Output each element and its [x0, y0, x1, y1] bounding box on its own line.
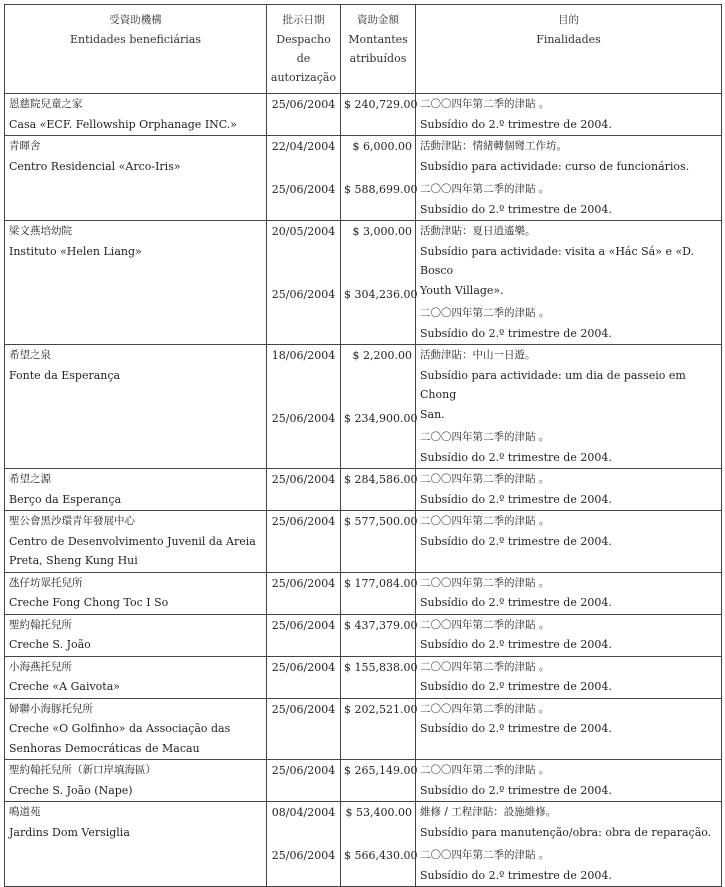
- purpose-cell: [416, 802, 722, 887]
- date-cell: [267, 511, 341, 573]
- entity-name: Centro de Desenvolvimento Juvenil da Areia: [9, 534, 256, 548]
- purpose-text: Subsídio para actividade: curso de funcionários.: [420, 159, 690, 173]
- purpose-cell: [416, 572, 722, 614]
- entity-cell: [5, 221, 267, 345]
- header-line: Finalidades: [536, 33, 601, 46]
- header-row: [5, 5, 722, 94]
- entity-cell: [5, 469, 267, 511]
- purpose-cell: [416, 136, 722, 221]
- purpose-text: Subsídio do 2.º trimestre de 2004.: [420, 722, 612, 735]
- date-cell: [267, 656, 341, 698]
- table-row: [5, 221, 722, 345]
- purpose-text: 活動津貼：中山一日遊。: [420, 349, 536, 361]
- entity-name: Berço da Esperança: [9, 492, 122, 506]
- date-cell: [267, 614, 341, 656]
- purpose-text: 二〇〇四年第二季的津貼 。: [420, 660, 550, 673]
- amount-cell: [341, 511, 416, 573]
- purpose-text: 二〇〇四年第二季的津貼 。: [420, 618, 550, 631]
- amount-cell: [341, 698, 416, 760]
- table-row: [5, 698, 722, 760]
- authorization-date: 25/06/2004: [271, 702, 336, 716]
- entity-name: 恩慈院兒童之家: [9, 98, 83, 110]
- entity-cell: [5, 698, 267, 760]
- header-entities: [5, 5, 267, 94]
- header-line: Entidades beneficiárias: [69, 33, 202, 46]
- purpose-cell: [416, 469, 722, 511]
- purpose-text: 維修 / 工程津貼：設施維修。: [420, 806, 557, 818]
- entity-name: Creche Fong Chong Toc I So: [9, 596, 169, 609]
- table-row: [5, 572, 722, 614]
- amount-value: $ 2,200.00: [352, 349, 412, 362]
- table-row: [5, 469, 722, 511]
- amount-value: $ 240,729.00: [344, 98, 418, 111]
- table-row: [5, 802, 722, 887]
- entity-cell: [5, 511, 267, 573]
- authorization-date: 22/04/2004: [271, 140, 336, 153]
- purpose-text: 二〇〇四年第二季的津貼 。: [420, 98, 550, 110]
- header-line: 資助金額: [357, 14, 399, 26]
- amount-value: $ 202,521.00: [344, 702, 418, 716]
- date-cell: [267, 760, 341, 802]
- amount-value: $ 566,430.00: [344, 849, 418, 862]
- entity-name: Fonte da Esperança: [9, 368, 121, 382]
- authorization-date: 25/06/2004: [271, 515, 336, 528]
- amount-value: $ 177,084.00: [344, 576, 418, 590]
- entity-name: Creche «O Golfinho» da Associação das: [9, 722, 231, 735]
- amount-value: $ 265,149.00: [344, 764, 418, 777]
- entity-cell: [5, 572, 267, 614]
- purpose-text: Subsídio do 2.º trimestre de 2004.: [420, 326, 612, 340]
- purpose-text: Subsídio do 2.º trimestre de 2004.: [420, 450, 612, 464]
- table-row: [5, 760, 722, 802]
- amount-value: $ 3,000.00: [352, 225, 412, 238]
- entity-name: Creche S. João: [9, 638, 91, 651]
- entity-name: 婦聯小海豚托兒所: [9, 702, 93, 715]
- purpose-cell: [416, 94, 722, 136]
- purpose-cell: [416, 698, 722, 760]
- purpose-text: 活動津貼：情緒轉個彎工作坊。: [420, 140, 567, 152]
- purpose-cell: [416, 221, 722, 345]
- amount-value: $ 6,000.00: [352, 140, 412, 153]
- amount-value: $ 234,900.00: [344, 411, 418, 425]
- authorization-date: 25/06/2004: [271, 287, 336, 301]
- entity-cell: [5, 614, 267, 656]
- date-cell: [267, 572, 341, 614]
- date-cell: [267, 698, 341, 760]
- purpose-text: Subsídio do 2.º trimestre de 2004.: [420, 783, 612, 797]
- purpose-cell: [416, 511, 722, 573]
- purpose-cell: [416, 614, 722, 656]
- entity-name: 聖約翰托兒所: [9, 618, 72, 631]
- entity-cell: [5, 656, 267, 698]
- purpose-text: 二〇〇四年第二季的津貼 。: [420, 849, 550, 861]
- entity-name: 聖約翰托兒所（新口岸填海區）: [9, 764, 156, 776]
- entity-cell: [5, 345, 267, 469]
- entity-name: 小海燕托兒所: [9, 660, 72, 673]
- date-cell: [267, 94, 341, 136]
- amount-cell: [341, 656, 416, 698]
- subsidy-table: [4, 4, 722, 887]
- authorization-date: 18/06/2004: [271, 349, 336, 362]
- entity-name: Casa «ECF. Fellowship Orphanage INC.»: [9, 117, 238, 131]
- purpose-text: Youth Village».: [420, 283, 504, 297]
- entity-name: 梁文燕培幼院: [9, 225, 72, 237]
- amount-value: $ 155,838.00: [344, 660, 418, 674]
- purpose-text: Subsídio do 2.º trimestre de 2004.: [420, 680, 612, 693]
- amount-cell: [341, 136, 416, 221]
- amount-value: $ 577,500.00: [344, 515, 418, 528]
- authorization-date: 25/06/2004: [271, 576, 336, 590]
- entity-name: Jardins Dom Versiglia: [9, 825, 130, 839]
- header-purpose: [416, 5, 722, 94]
- table-row: [5, 614, 722, 656]
- purpose-text: Subsídio do 2.º trimestre de 2004.: [420, 638, 612, 651]
- date-cell: [267, 136, 341, 221]
- entity-name: 青暉舍: [9, 140, 41, 152]
- header-line: atribuídos: [349, 52, 407, 65]
- amount-cell: [341, 614, 416, 656]
- table-row: [5, 345, 722, 469]
- table-row: [5, 656, 722, 698]
- authorization-date: 25/06/2004: [271, 618, 336, 632]
- header-date: [267, 5, 341, 94]
- purpose-text: 二〇〇四年第二季的津貼 。: [420, 702, 550, 715]
- entity-name: Instituto «Helen Liang»: [9, 244, 142, 258]
- header-line: Montantes: [348, 33, 408, 46]
- entity-name: 希望之源: [9, 473, 51, 485]
- authorization-date: 25/06/2004: [271, 473, 336, 486]
- entity-cell: [5, 136, 267, 221]
- purpose-text: 二〇〇四年第二季的津貼 。: [420, 473, 550, 485]
- purpose-text: Subsídio do 2.º trimestre de 2004.: [420, 534, 612, 548]
- authorization-date: 25/06/2004: [271, 849, 336, 862]
- amount-value: $ 588,699.00: [344, 183, 418, 196]
- purpose-text: 二〇〇四年第二季的津貼 。: [420, 764, 550, 776]
- amount-cell: [341, 94, 416, 136]
- entity-name: Creche «A Gaivota»: [9, 680, 121, 693]
- entity-name: 氹仔坊眾托兒所: [9, 576, 83, 589]
- purpose-cell: [416, 760, 722, 802]
- authorization-date: 25/06/2004: [271, 764, 336, 777]
- authorization-date: 25/06/2004: [271, 183, 336, 196]
- purpose-text: 二〇〇四年第二季的津貼 。: [420, 576, 550, 589]
- purpose-text: 二〇〇四年第二季的津貼 。: [420, 307, 550, 319]
- purpose-text: Subsídio do 2.º trimestre de 2004.: [420, 117, 612, 131]
- amount-cell: [341, 221, 416, 345]
- header-line: 受資助機構: [109, 14, 162, 26]
- header-line: Despacho de: [276, 33, 331, 65]
- purpose-text: 二〇〇四年第二季的津貼 。: [420, 183, 550, 195]
- amount-cell: [341, 345, 416, 469]
- amount-cell: [341, 760, 416, 802]
- purpose-cell: [416, 656, 722, 698]
- entity-name: 聖公會黑沙環青年發展中心: [9, 515, 135, 527]
- entity-cell: [5, 802, 267, 887]
- purpose-text: Subsídio para actividade: visita a «Hác Sá» e «D. Bosco: [420, 244, 695, 277]
- date-cell: [267, 345, 341, 469]
- authorization-date: 25/06/2004: [271, 411, 336, 425]
- entity-name: 希望之泉: [9, 349, 51, 361]
- amount-cell: [341, 572, 416, 614]
- amount-cell: [341, 802, 416, 887]
- authorization-date: 25/06/2004: [271, 660, 336, 674]
- purpose-text: 活動津貼：夏日逍遙樂。: [420, 225, 536, 237]
- date-cell: [267, 802, 341, 887]
- purpose-text: 二〇〇四年第二季的津貼 。: [420, 515, 550, 527]
- entity-name: Senhoras Democráticas de Macau: [9, 741, 200, 755]
- amount-value: $ 284,586.00: [344, 473, 418, 486]
- table-row: [5, 94, 722, 136]
- authorization-date: 20/05/2004: [271, 225, 336, 238]
- authorization-date: 25/06/2004: [271, 98, 336, 111]
- authorization-date: 08/04/2004: [271, 806, 336, 819]
- amount-value: $ 304,236.00: [344, 287, 418, 301]
- entity-name: Centro Residencial «Arco-Iris»: [9, 159, 181, 173]
- date-cell: [267, 221, 341, 345]
- purpose-text: Subsídio para actividade: um dia de passeio em Chong: [420, 368, 686, 401]
- date-cell: [267, 469, 341, 511]
- amount-cell: [341, 469, 416, 511]
- amount-value: $ 53,400.00: [345, 806, 412, 819]
- purpose-text: Subsídio do 2.º trimestre de 2004.: [420, 596, 612, 609]
- purpose-text: Subsídio para manutenção/obra: obra de reparação.: [420, 825, 712, 839]
- purpose-text: Subsídio do 2.º trimestre de 2004.: [420, 492, 612, 506]
- purpose-text: Subsídio do 2.º trimestre de 2004.: [420, 202, 612, 216]
- purpose-cell: [416, 345, 722, 469]
- purpose-text: Subsídio do 2.º trimestre de 2004.: [420, 868, 612, 882]
- entity-name: Preta, Sheng Kung Hui: [9, 554, 138, 567]
- header-line: autorização: [270, 71, 337, 84]
- entity-name: 鳴道苑: [9, 806, 41, 818]
- amount-value: $ 437,379.00: [344, 618, 418, 632]
- table-row: [5, 136, 722, 221]
- table-row: [5, 511, 722, 573]
- purpose-text: 二〇〇四年第二季的津貼 。: [420, 431, 550, 443]
- entity-cell: [5, 760, 267, 802]
- entity-name: Creche S. João (Nape): [9, 783, 133, 797]
- header-line: 目的: [558, 14, 579, 26]
- entity-cell: [5, 94, 267, 136]
- header-amount: [341, 5, 416, 94]
- header-line: 批示日期: [282, 14, 325, 26]
- table-body: [5, 94, 722, 887]
- purpose-text: San.: [420, 407, 445, 421]
